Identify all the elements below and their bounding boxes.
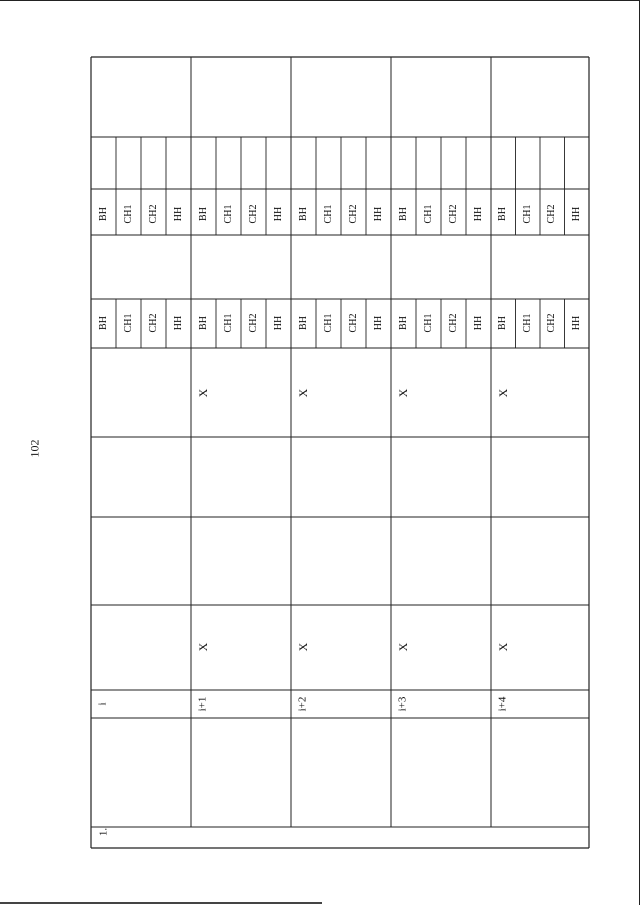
code-b-g3-1-text: CH1 bbox=[422, 313, 434, 333]
row-label-3-text: i+3 bbox=[396, 696, 409, 712]
code-a-g4-0-text: BH bbox=[497, 207, 509, 221]
code-b-g4-2-text: CH2 bbox=[546, 313, 558, 333]
row-label-2-text: i+2 bbox=[296, 696, 309, 712]
code-a-g2-2-text: CH2 bbox=[347, 204, 359, 224]
row-label-1-text: i+1 bbox=[196, 696, 209, 712]
code-b-g1-1-text: CH1 bbox=[222, 313, 234, 333]
code-b-g2-2-text: CH2 bbox=[347, 313, 359, 333]
code-b-g0-3-text: HH bbox=[172, 315, 184, 331]
code-a-g1-3-text: HH bbox=[272, 206, 284, 222]
code-b-g1-0-text: BH bbox=[197, 316, 209, 330]
code-a-g1-1-text: CH1 bbox=[222, 204, 234, 224]
mark-a-4-text: X bbox=[496, 388, 510, 398]
code-b-g1-2-text: CH2 bbox=[247, 313, 259, 333]
code-b-g0-2-text: CH2 bbox=[147, 313, 159, 333]
mark-a-1-text: X bbox=[196, 388, 210, 398]
code-b-g3-0-text: BH bbox=[397, 316, 409, 330]
code-a-g2-1-text: CH1 bbox=[322, 204, 334, 224]
mark-b-3-text: X bbox=[396, 642, 410, 652]
code-b-g0-1-text: CH1 bbox=[122, 313, 134, 333]
code-a-g2-3-text: HH bbox=[372, 206, 384, 222]
code-b-g4-0-text: BH bbox=[497, 316, 509, 330]
code-b-g4-1-text: CH1 bbox=[521, 313, 533, 333]
code-a-g4-3-text: HH bbox=[570, 206, 582, 222]
code-a-g3-0-text: BH bbox=[397, 207, 409, 221]
mark-b-4-text: X bbox=[496, 642, 510, 652]
code-b-g1-3-text: HH bbox=[272, 315, 284, 331]
code-a-g3-1-text: CH1 bbox=[422, 204, 434, 224]
code-a-g3-3-text: HH bbox=[472, 206, 484, 222]
code-b-g3-3-text: HH bbox=[472, 315, 484, 331]
mark-b-2-text: X bbox=[296, 642, 310, 652]
code-a-g4-2-text: CH2 bbox=[546, 204, 558, 224]
code-a-g0-2-text: CH2 bbox=[147, 204, 159, 224]
mark-a-2-text: X bbox=[296, 388, 310, 398]
code-a-g1-0-text: BH bbox=[197, 207, 209, 221]
code-a-g2-0-text: BH bbox=[297, 207, 309, 221]
code-b-g2-1-text: CH1 bbox=[322, 313, 334, 333]
first-row-label-text: 1. bbox=[97, 827, 110, 837]
code-b-g2-0-text: BH bbox=[297, 316, 309, 330]
code-a-g1-2-text: CH2 bbox=[247, 204, 259, 224]
row-label-0-text: i bbox=[96, 702, 109, 706]
code-b-g4-3-text: HH bbox=[570, 315, 582, 331]
code-a-g0-1-text: CH1 bbox=[122, 204, 134, 224]
code-a-g0-3-text: HH bbox=[172, 206, 184, 222]
code-b-g2-3-text: HH bbox=[372, 315, 384, 331]
code-a-g0-0-text: BH bbox=[97, 207, 109, 221]
row-label-4-text: i+4 bbox=[496, 696, 509, 712]
mark-a-3-text: X bbox=[396, 388, 410, 398]
code-a-g4-1-text: CH1 bbox=[521, 204, 533, 224]
mark-b-1-text: X bbox=[196, 642, 210, 652]
code-b-g3-2-text: CH2 bbox=[447, 313, 459, 333]
page-number-text: 102 bbox=[27, 439, 42, 458]
code-a-g3-2-text: CH2 bbox=[447, 204, 459, 224]
code-b-g0-0-text: BH bbox=[97, 316, 109, 330]
